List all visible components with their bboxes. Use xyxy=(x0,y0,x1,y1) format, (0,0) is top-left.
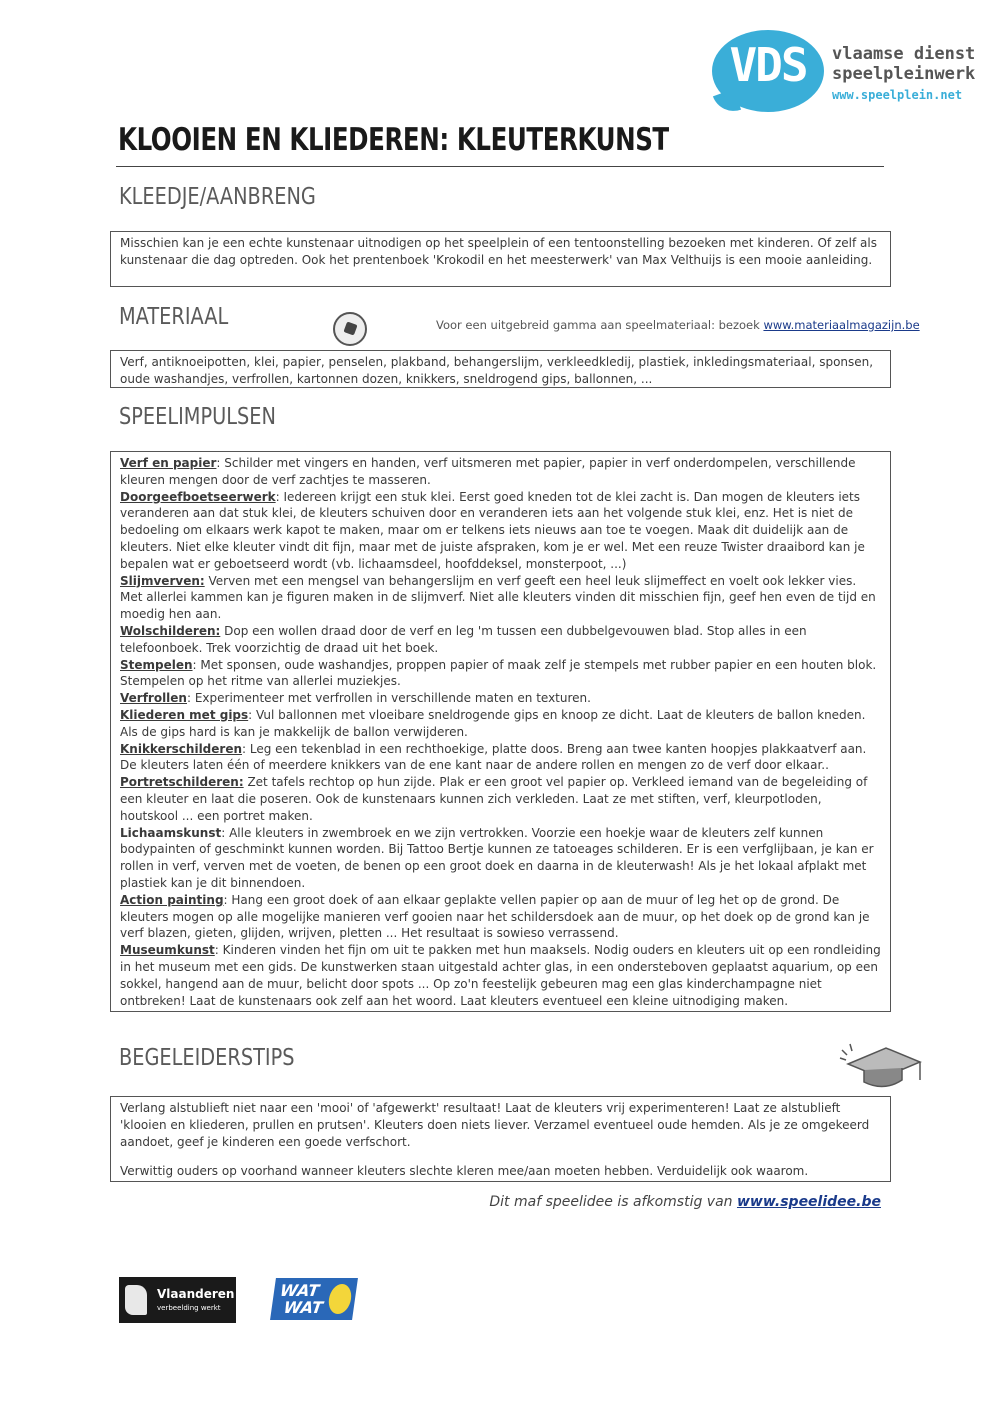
tips-para1: Verlang alstublieft niet naar een 'mooi' of 'afgewerkt' resultaat! Laat de kleuters vrij experimenteren! Laat ze alstublieft 'klooien en kliederen, prullen en prutsen'. Kleuters doen niets liever. Verzamel eventueel oude hemden. Als je ze omgekeerd aandoet, geef je kinderen een goede verfschort. xyxy=(120,1101,870,1149)
graduation-cap-icon xyxy=(838,1040,922,1096)
speelimpuls-separator: : xyxy=(223,892,228,907)
materiaal-link-prefix: Voor een uitgebreid gamma aan speelmateriaal: bezoek xyxy=(436,318,764,332)
watwat-logo xyxy=(270,1278,358,1320)
speelimpuls-item xyxy=(120,623,881,657)
speelimpuls-label: Verf en papier xyxy=(120,456,217,470)
heading-begeleiderstips: BEGELEIDERSTIPS xyxy=(119,1045,295,1071)
speelimpuls-text: Verven met een mengsel van behangerslijm en verf geeft een heel leuk slijmeffect en voelt ook lekker vies. Met allerlei kammen kan je figuren maken in de slijmverf. Niet alle kleuters vinden dit misschien fijn, geef hen even de tijd en moedig hen aan. xyxy=(120,573,876,622)
speelimpuls-item xyxy=(120,825,881,892)
begeleiderstips-box xyxy=(110,1096,891,1182)
materiaal-text: Verf, antiknoeipotten, klei, papier, penselen, plakband, behangerslijm, verkleedkledij, plastiek, inkledingsmateriaal, sponsen, oude washandjes, verfrollen, kartonnen dozen, knikkers, sneldrogend gips, ballonnen, ... xyxy=(120,355,874,386)
speelimpuls-label: Lichaamskunst xyxy=(120,825,222,840)
page-title: KLOOIEN EN KLIEDEREN: KLEUTERKUNST xyxy=(118,122,669,158)
speelimpuls-separator: : xyxy=(242,741,247,756)
speelimpuls-item xyxy=(120,774,881,824)
speelimpuls-item xyxy=(120,942,881,1009)
heading-kleedje: KLEEDJE/AANBRENG xyxy=(119,184,316,210)
speelimpuls-label: Portretschilderen: xyxy=(120,775,244,790)
speelimpuls-text: Schilder met vingers en handen, verf uitsmeren met papier, papier in verf onderdompelen, verschillende kleuren mengen door de verf zachtjes te masseren. xyxy=(120,456,856,487)
speelimpuls-separator: : xyxy=(216,456,221,470)
speelimpuls-separator: : xyxy=(186,691,192,706)
speelimpuls-separator: : xyxy=(221,825,226,840)
logo-letters: VDS xyxy=(729,38,807,92)
speelimpuls-text: Experimenteer met verfrollen in verschillende maten en texturen. xyxy=(191,691,591,706)
lion-icon xyxy=(125,1285,147,1315)
speelimpuls-text: Alle kleuters in zwembroek en we zijn vertrokken. Voorzie een hoekje waar de kleuters zelf kunnen bodypainten of geschminkt kunnen worden. Bij Tattoo Bertje kunnen ze tatoeages schilderen. Er is een verfglijbaan, je kan er rollen in verf, verven met de voeten, de benen op een groot doek en daarna in de kleuterwash! Als je het lokaal afplakt met plastiek kan je dit binnendoen. xyxy=(120,825,874,890)
speelimpulsen-box xyxy=(110,451,891,1012)
watwat-logo-text1: WAT xyxy=(278,1281,321,1300)
vlaanderen-logo xyxy=(119,1277,236,1323)
materiaalmagazijn-link[interactable]: www.materiaalmagazijn.be xyxy=(763,318,920,332)
heading-materiaal: MATERIAAL xyxy=(119,304,229,330)
speelimpuls-item xyxy=(120,741,881,775)
materiaal-box xyxy=(110,350,891,388)
speelimpuls-text: Met sponsen, oude washandjes, proppen papier of maak zelf je stempels met rubber papier en een houten blok. Stempelen op het ritme van allerlei muziekjes. xyxy=(120,657,877,689)
speelimpuls-label: Kliederen met gips xyxy=(120,707,249,722)
logo-line2: speelpleinwerk xyxy=(832,64,976,84)
speelimpuls-label: Museumkunst xyxy=(120,943,215,958)
speelimpuls-item xyxy=(120,690,881,707)
footer-source-note xyxy=(489,1194,881,1210)
speelimpuls-item xyxy=(120,455,881,489)
speelimpuls-separator: : xyxy=(214,943,219,958)
speelimpuls-text: Zet tafels rechtop op hun zijde. Plak er een groot vel papier op. Verkleed iemand van de begeleiding of een kleuter en laat die poseren. Ook de kunstenaars kunnen zich verkleden. Laat ze met stiften, verf, kleurpotloden, houtskool ... een portret maken. xyxy=(120,775,868,823)
football-icon xyxy=(333,312,367,346)
kleedje-box xyxy=(110,231,891,287)
speelimpuls-label: Stempelen xyxy=(120,657,193,672)
speelidee-link[interactable]: www.speelidee.be xyxy=(736,1194,881,1210)
watwat-logo-text2: WAT xyxy=(282,1298,324,1317)
speelimpuls-label: Verfrollen xyxy=(120,691,187,706)
vlaanderen-logo-sub: verbeelding werkt xyxy=(157,1304,221,1312)
watwat-face-icon xyxy=(327,1284,353,1314)
logo-url[interactable]: www.speelplein.net xyxy=(832,88,963,102)
speelimpuls-item xyxy=(120,489,881,573)
speelimpuls-label: Doorgeefboetseerwerk xyxy=(120,489,276,504)
speelimpuls-text: Iedereen krijgt een stuk klei. Eerst goed kneden tot de klei zacht is. Dan mogen de kleuters iets veranderen aan dat stuk klei, de kleuters schuiven door en veranderen iets aan het volgende stuk klei, enz. Het is niet de bedoeling om elkaars werk kapot te maken, maar om er telkens iets nieuws aan toe te voegen. Maak dit duidelijk aan de kleuters. Niet elke kleuter vindt dit fijn, maar met de juiste afspraken, kom je er wel. Met een reuze Twister draaibord kan je bepalen wat er geboetseerd wordt (vb. lichaamsdeel, hoofddeksel, monsterpoot, ...) xyxy=(120,489,865,571)
speelimpuls-text: Hang een groot doek of aan elkaar geplakte vellen papier op aan de muur of leg het op de grond. De kleuters mogen op alle mogelijke manieren verf gooien naar het schildersdoek aan de muur, op het doek op de grond kan je verf blazen, gieten, glijden, wrijven, pletten ... Het resultaat is sowieso verrassend. xyxy=(120,892,870,941)
speelimpuls-text: Leg een tekenblad in een rechthoekige, platte doos. Breng aan twee kanten hoopjes plakkaatverf aan. De kleuters laten één of meerdere knikkers van de ene kant naar de andere rollen en mengen zo de verf door elkaar.. xyxy=(120,741,867,773)
speelimpuls-item xyxy=(120,707,881,741)
logo-line1: vlaamse dienst xyxy=(832,44,976,64)
speelimpuls-label: Action painting xyxy=(120,892,224,907)
speelimpuls-separator: : xyxy=(192,657,197,672)
heading-speelimpulsen: SPEELIMPULSEN xyxy=(119,404,276,430)
materiaal-link-line xyxy=(436,318,920,332)
speelimpuls-separator: : xyxy=(248,707,253,722)
speelimpuls-label: Slijmverven: xyxy=(120,573,205,588)
speelimpuls-text: Dop een wollen draad door de verf en leg 'm tussen een dubbelgevouwen blad. Stop alles in een telefoonboek. Trek voorzichtig de draad uit het boek. xyxy=(120,623,807,655)
speelimpuls-item xyxy=(120,573,881,623)
speelimpuls-text: Vul ballonnen met vloeibare sneldrogende gips en knoop ze dicht. Laat de kleuters de ballon kneden. Als de gips hard is kan je makkelijk de ballon verwijderen. xyxy=(120,707,866,739)
title-divider xyxy=(116,166,884,167)
footer-note-prefix: Dit maf speelidee is afkomstig van xyxy=(489,1194,737,1210)
speelimpuls-text: Kinderen vinden het fijn om uit te pakken met hun maaksels. Nodig ouders en kleuters uit op een rondleiding in het museum met een gids. De kunstwerken staan uitgestald achter glas, in een ondersteboven geplaatst aquarium, op een sokkel, hangend aan de muur, belicht door spots ... Op zo'n feestelijk gebeuren mag een glas kinderchampagne niet ontbreken! Laat de kunstenaars ook zelf aan het woord. Laat kleuters eventueel een kleine uitnodiging maken. xyxy=(120,943,881,1008)
speelimpuls-separator: : xyxy=(275,489,280,504)
speelimpuls-label: Wolschilderen: xyxy=(120,623,221,638)
kleedje-text: Misschien kan je een echte kunstenaar uitnodigen op het speelplein of een tentoonstelling bezoeken met kinderen. Of zelf als kunstenaar die dag optreden. Ook het prentenboek 'Krokodil en het meesterwerk' van Max Velthuijs is een mooie aanleiding. xyxy=(120,236,877,267)
speelimpuls-item xyxy=(120,657,881,691)
speelimpuls-item xyxy=(120,892,881,942)
tips-para2: Verwittig ouders op voorhand wanneer kleuters slechte kleren mee/aan moeten hebben. Verduidelijk ook waarom. xyxy=(120,1164,809,1179)
speelimpuls-label: Knikkerschilderen xyxy=(120,741,243,756)
vlaanderen-logo-name: Vlaanderen xyxy=(157,1287,235,1301)
